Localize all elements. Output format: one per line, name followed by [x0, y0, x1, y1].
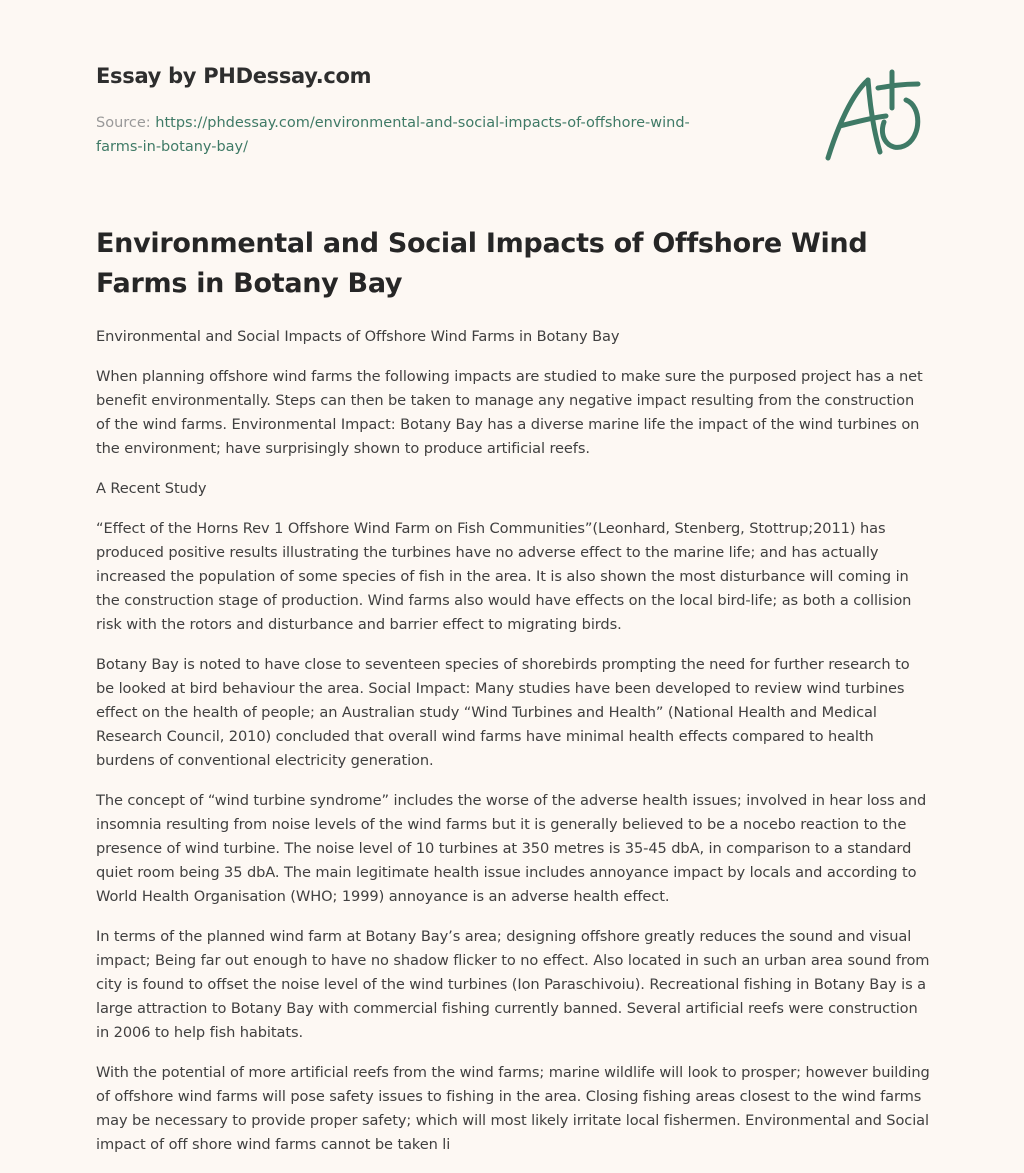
paragraph-subheading: A Recent Study [96, 480, 207, 497]
paragraph: The concept of “wind turbine syndrome” includes the worse of the adverse health issues; involved in hear loss and insomnia resulting from noise levels of the wind farms but it is generally believed to be a nocebo reaction to the presence of wind turbine. The noise level of 10 turbines at 350 metres is 35-45 dbA, in comparison to a standard quiet room being 35 dbA. The main legitimate health issue includes annoyance impact by locals and according to World Health Organisation (WHO; 1999) annoyance is an adverse health effect. [96, 792, 927, 905]
site-brand: Essay by PHDessay.com [96, 64, 372, 88]
source-label: Source: [96, 115, 156, 131]
paragraph-subtitle: Environmental and Social Impacts of Offshore Wind Farms in Botany Bay [96, 328, 620, 345]
paragraph: Botany Bay is noted to have close to seventeen species of shorebirds prompting the need for further research to be looked at bird behaviour the area. Social Impact: Many studies have been developed to review wind turbines effect on the health of people; an Australian study “Wind Turbines and Health” (National Health and Medical Research Council, 2010) concluded that overall wind farms have minimal health effects compared to health burdens of conventional electricity generation. [96, 656, 910, 769]
page-title: Environmental and Social Impacts of Offshore Wind Farms in Botany Bay [96, 228, 868, 299]
paragraph: When planning offshore wind farms the following impacts are studied to make sure the purposed project has a net benefit environmentally. Steps can then be taken to manage any negative impact resulting from the construction of the wind farms. Environmental Impact: Botany Bay has a diverse marine life the impact of the wind turbines on the environment; have surprisingly shown to produce artificial reefs. [96, 368, 923, 457]
source-link[interactable]: https://phdessay.com/environmental-and-social-impacts-of-offshore-wind-farms-in-botany-bay/ [96, 115, 690, 155]
paragraph: With the potential of more artificial reefs from the wind farms; marine wildlife will look to prosper; however building of offshore wind farms will pose safety issues to fishing in the area. Closing fishing areas closest to the wind farms may be necessary to provide proper safety; which will most likely irritate local fishermen. Environmental and Social impact of off shore wind farms cannot be taken li [96, 1064, 930, 1153]
paragraph: “Effect of the Horns Rev 1 Offshore Wind Farm on Fish Communities”(Leonhard, Stenberg, Stottrup;2011) has produced positive results illustrating the turbines have no adverse effect to the marine life; and has actually increased the population of some species of fish in the area. It is also shown the most disturbance will coming in the construction stage of production. Wind farms also would have effects on the local bird-life; as both a collision risk with the rotors and disturbance and barrier effect to migrating birds. [96, 520, 912, 633]
essay-body [96, 325, 932, 1173]
source-line [96, 111, 736, 159]
paragraph: In terms of the planned wind farm at Botany Bay’s area; designing offshore greatly reduces the sound and visual impact; Being far out enough to have no shadow flicker to no effect. Also located in such an urban area sound from city is found to offset the noise level of the wind turbines (Ion Paraschivoiu). Recreational fishing in Botany Bay is a large attraction to Botany Bay with commercial fishing currently banned. Several artificial reefs were construction in 2006 to help fish habitats. [96, 928, 930, 1041]
a-plus-logo-icon [818, 66, 930, 166]
